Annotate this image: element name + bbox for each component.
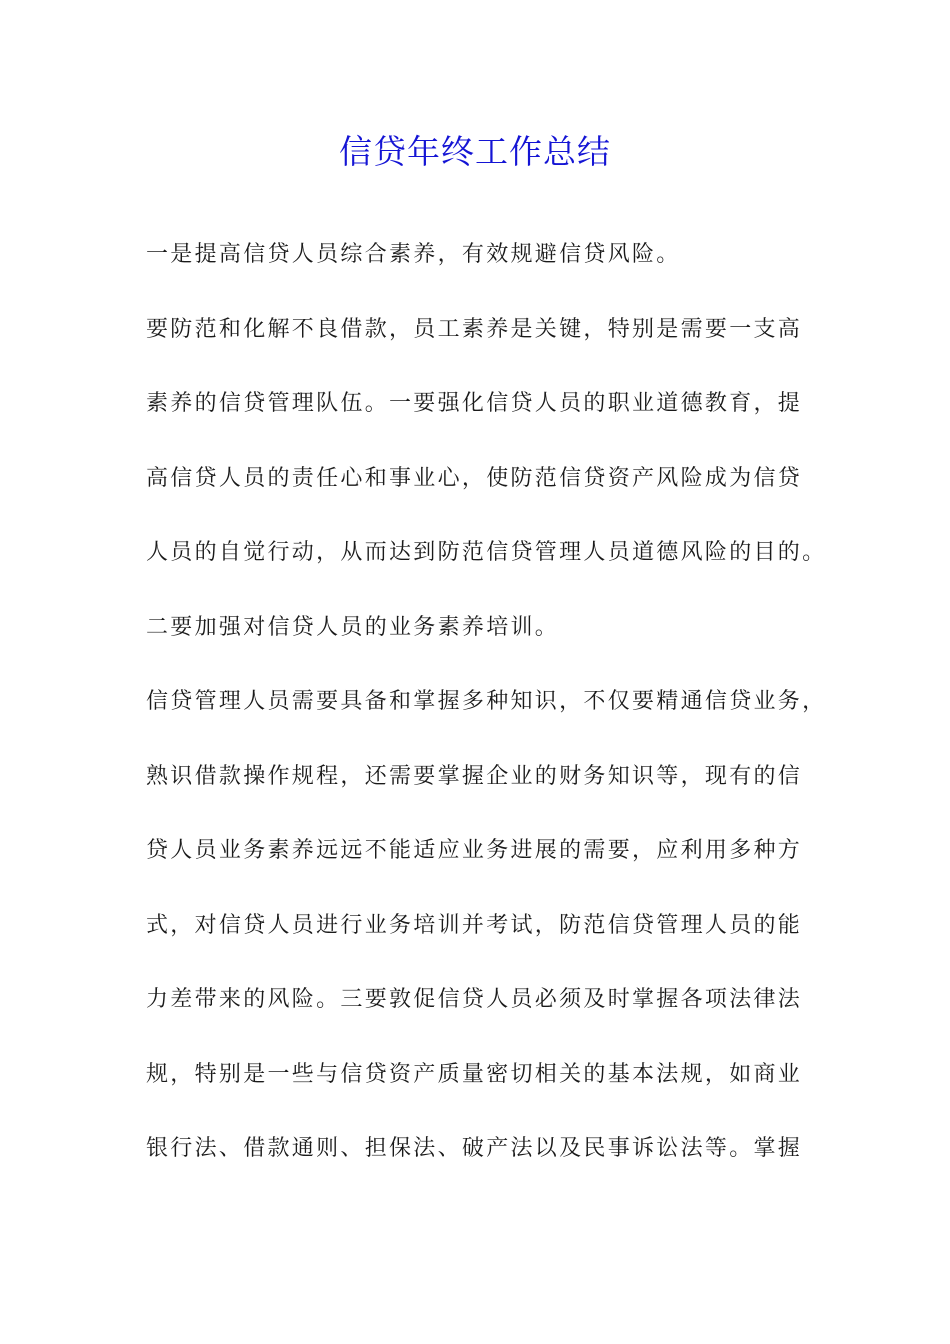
text-line: 一是提高信贷人员综合素养，有效规避信贷风险。 [146,242,681,267]
text-line: 素养的信贷管理队伍。一要强化信贷人员的职业道德教育，提 [146,391,803,416]
text-line: 贷人员业务素养远远不能适应业务进展的需要，应利用多种方 [146,838,803,863]
text-line: 银行法、借款通则、担保法、破产法以及民事诉讼法等。掌握 [146,1136,803,1161]
text-line: 人员的自觉行动，从而达到防范信贷管理人员道德风险的目的。 [146,540,827,565]
text-line: 信贷管理人员需要具备和掌握多种知识，不仅要精通信贷业务， [146,689,827,714]
text-line: 力差带来的风险。三要敦促信贷人员必须及时掌握各项法律法 [146,987,803,1012]
document-title: 信贷年终工作总结 [339,132,611,171]
text-line: 熟识借款操作规程，还需要掌握企业的财务知识等，现有的信 [146,763,803,789]
text-line: 规，特别是一些与信贷资产质量密切相关的基本法规，如商业 [146,1061,803,1087]
text-line: 要防范和化解不良借款，员工素养是关键，特别是需要一支高 [146,316,803,342]
text-line: 式，对信贷人员进行业务培训并考试，防范信贷管理人员的能 [146,912,803,938]
document-body [146,240,826,1209]
text-line: 二要加强对信贷人员的业务素养培训。 [146,614,560,640]
text-line: 高信贷人员的责任心和事业心，使防范信贷资产风险成为信贷 [146,465,803,491]
